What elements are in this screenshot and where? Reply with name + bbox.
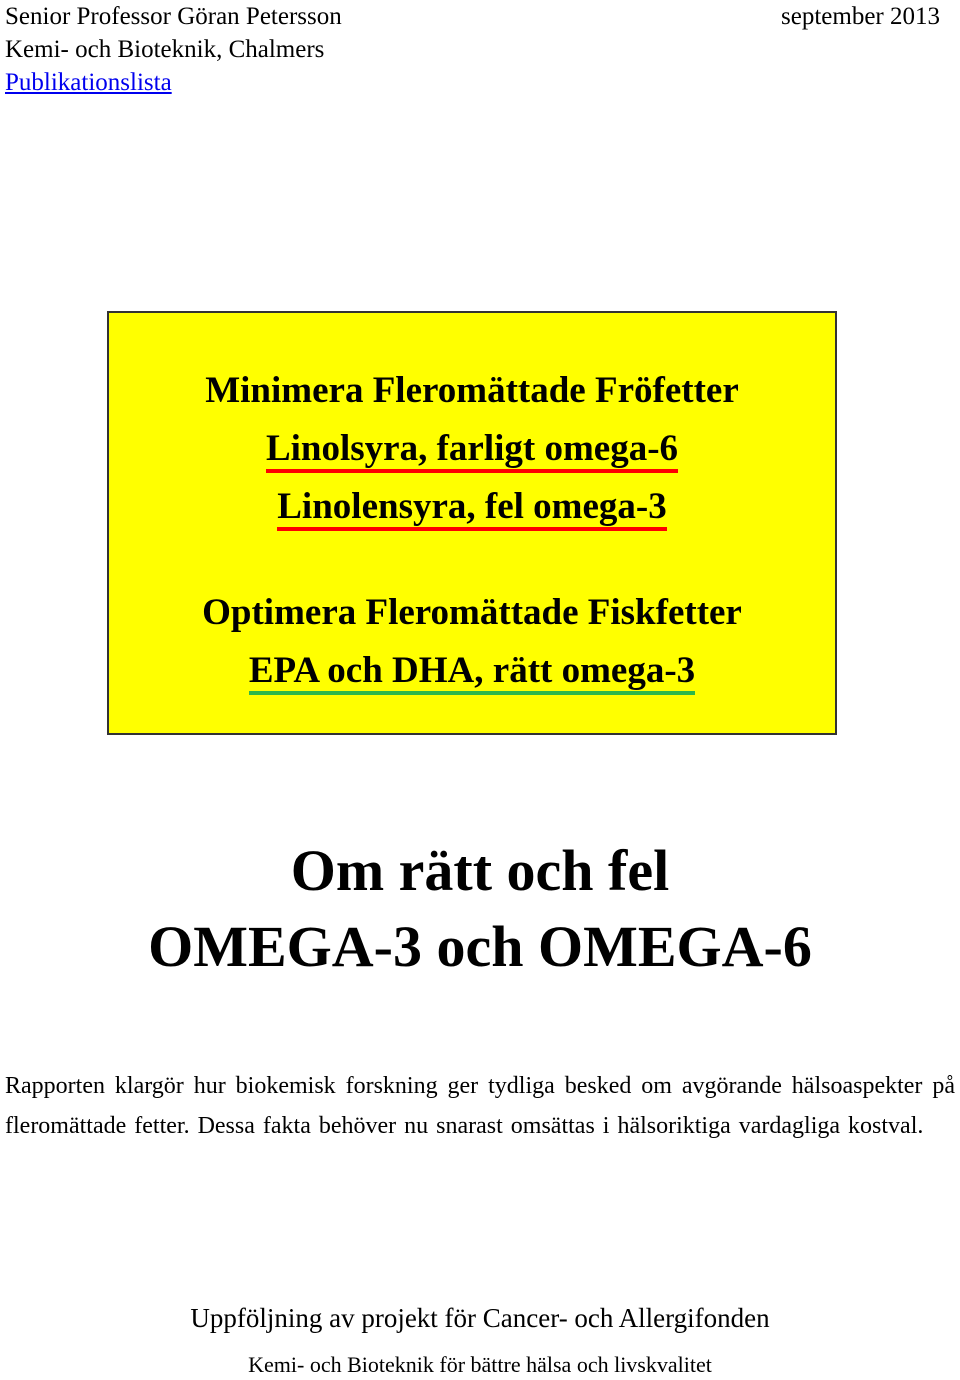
publication-list-link[interactable]: Publikationslista	[5, 69, 172, 96]
highlight-box	[107, 311, 837, 735]
box-linoleic-line: Linolsyra, farligt omega-6	[109, 427, 835, 473]
footer-tagline: Kemi- och Bioteknik för bättre hälsa och livskvalitet	[248, 1352, 712, 1377]
main-title-line1: Om rätt och fel	[290, 838, 670, 903]
box-heading-minimize: Minimera Fleromättade Fröfetter	[205, 370, 739, 411]
author-name: Senior Professor Göran Petersson	[5, 3, 342, 30]
summary-paragraph: Rapporten klargör hur biokemisk forskning ger tydliga besked om avgörande hälsoaspekter på fleromättade fetter. Dessa fakta behöver nu snarast omsättas i hälsoriktiga vardagliga kostval.	[5, 1073, 955, 1139]
box-epa-dha-line: EPA och DHA, rätt omega-3	[109, 649, 835, 695]
main-title-line2: OMEGA-3 och OMEGA-6	[148, 914, 812, 979]
box-heading-optimize: Optimera Fleromättade Fiskfetter	[202, 592, 742, 633]
header-date: september 2013	[781, 3, 940, 30]
footer-project-line: Uppföljning av projekt för Cancer- och Allergifonden	[190, 1303, 770, 1333]
header-left	[5, 0, 342, 99]
affiliation: Kemi- och Bioteknik, Chalmers	[5, 36, 325, 63]
box-linolenic-line: Linolensyra, fel omega-3	[109, 485, 835, 531]
